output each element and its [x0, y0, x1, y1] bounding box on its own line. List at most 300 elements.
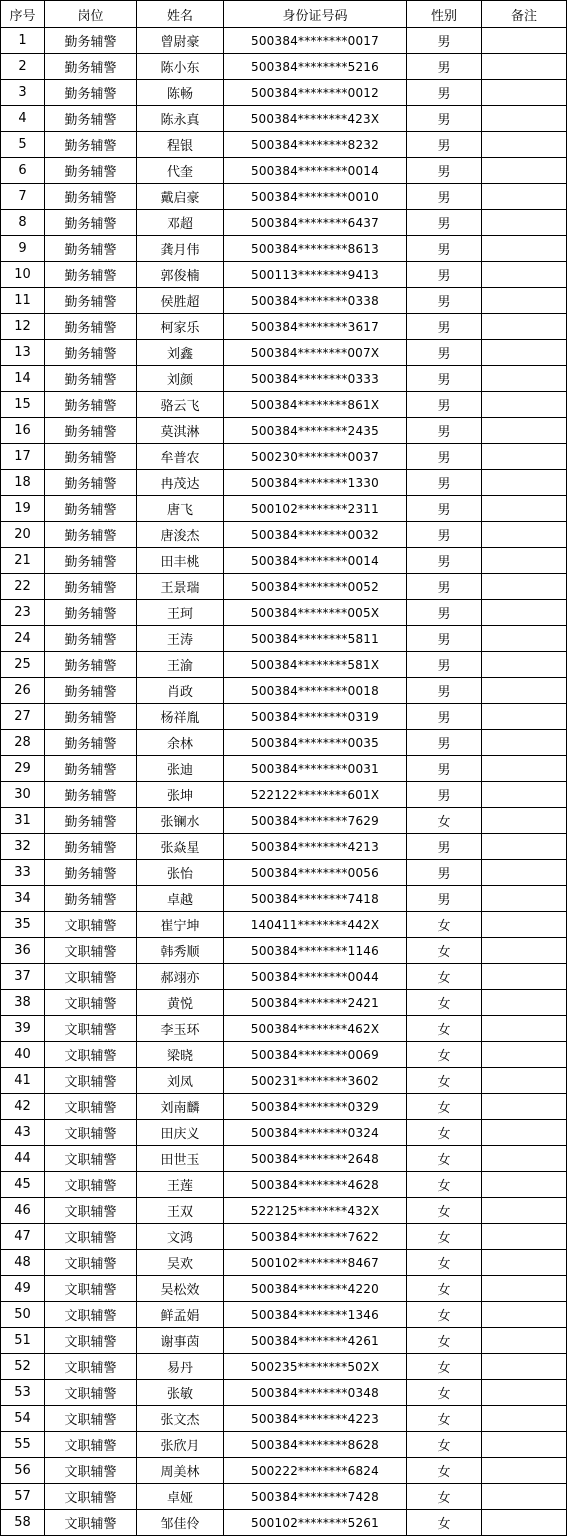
table-row	[1, 548, 567, 574]
row-gender: 女	[407, 990, 482, 1016]
row-post: 勤务辅警	[45, 678, 137, 704]
row-post: 文职辅警	[45, 1484, 137, 1510]
row-id-number: 500102********2311	[224, 496, 407, 522]
row-post: 文职辅警	[45, 1146, 137, 1172]
row-gender: 男	[407, 132, 482, 158]
row-gender: 男	[407, 54, 482, 80]
row-remarks	[482, 730, 567, 756]
row-index: 56	[1, 1458, 45, 1484]
row-remarks	[482, 314, 567, 340]
row-name: 曾尉豪	[137, 28, 224, 54]
table-row	[1, 184, 567, 210]
row-gender: 男	[407, 574, 482, 600]
row-post: 文职辅警	[45, 1042, 137, 1068]
row-name: 周美林	[137, 1458, 224, 1484]
row-id-number: 500113********9413	[224, 262, 407, 288]
header-name: 姓名	[137, 1, 224, 28]
row-remarks	[482, 1406, 567, 1432]
row-remarks	[482, 366, 567, 392]
row-post: 勤务辅警	[45, 158, 137, 184]
row-remarks	[482, 80, 567, 106]
row-name: 张敏	[137, 1380, 224, 1406]
row-post: 文职辅警	[45, 990, 137, 1016]
row-name: 杨祥胤	[137, 704, 224, 730]
row-index: 42	[1, 1094, 45, 1120]
table-row	[1, 132, 567, 158]
row-name: 易丹	[137, 1354, 224, 1380]
row-gender: 女	[407, 1484, 482, 1510]
row-post: 文职辅警	[45, 1068, 137, 1094]
header-post: 岗位	[45, 1, 137, 28]
row-index: 1	[1, 28, 45, 54]
row-index: 11	[1, 288, 45, 314]
row-name: 陈小东	[137, 54, 224, 80]
row-gender: 女	[407, 1406, 482, 1432]
row-name: 梁晓	[137, 1042, 224, 1068]
row-name: 邓超	[137, 210, 224, 236]
row-post: 勤务辅警	[45, 548, 137, 574]
row-post: 文职辅警	[45, 1250, 137, 1276]
row-gender: 男	[407, 860, 482, 886]
row-id-number: 500384********4223	[224, 1406, 407, 1432]
table-row	[1, 808, 567, 834]
row-post: 文职辅警	[45, 1328, 137, 1354]
table-row	[1, 704, 567, 730]
row-remarks	[482, 1250, 567, 1276]
row-index: 18	[1, 470, 45, 496]
row-index: 35	[1, 912, 45, 938]
row-gender: 女	[407, 964, 482, 990]
row-remarks	[482, 704, 567, 730]
table-row	[1, 1406, 567, 1432]
row-remarks	[482, 600, 567, 626]
row-gender: 男	[407, 444, 482, 470]
table-row	[1, 288, 567, 314]
row-id-number: 500384********7629	[224, 808, 407, 834]
row-index: 48	[1, 1250, 45, 1276]
row-post: 文职辅警	[45, 1302, 137, 1328]
table-row	[1, 1432, 567, 1458]
row-gender: 女	[407, 1042, 482, 1068]
row-id-number: 140411********442X	[224, 912, 407, 938]
row-post: 勤务辅警	[45, 314, 137, 340]
row-remarks	[482, 990, 567, 1016]
row-post: 勤务辅警	[45, 444, 137, 470]
row-remarks	[482, 288, 567, 314]
row-name: 刘凤	[137, 1068, 224, 1094]
row-id-number: 500384********1346	[224, 1302, 407, 1328]
row-post: 勤务辅警	[45, 600, 137, 626]
table-row	[1, 600, 567, 626]
row-id-number: 500384********0017	[224, 28, 407, 54]
row-index: 33	[1, 860, 45, 886]
row-remarks	[482, 522, 567, 548]
row-id-number: 500384********7428	[224, 1484, 407, 1510]
row-name: 龚月伟	[137, 236, 224, 262]
row-index: 30	[1, 782, 45, 808]
row-id-number: 500384********8232	[224, 132, 407, 158]
row-name: 刘颜	[137, 366, 224, 392]
row-remarks	[482, 886, 567, 912]
row-gender: 男	[407, 236, 482, 262]
table-row	[1, 1484, 567, 1510]
row-remarks	[482, 1120, 567, 1146]
row-name: 吴欢	[137, 1250, 224, 1276]
row-name: 柯家乐	[137, 314, 224, 340]
table-row	[1, 522, 567, 548]
row-id-number: 500384********8628	[224, 1432, 407, 1458]
row-gender: 男	[407, 652, 482, 678]
row-index: 25	[1, 652, 45, 678]
row-gender: 男	[407, 470, 482, 496]
row-name: 郭俊楠	[137, 262, 224, 288]
row-index: 9	[1, 236, 45, 262]
row-index: 46	[1, 1198, 45, 1224]
row-index: 22	[1, 574, 45, 600]
row-remarks	[482, 1146, 567, 1172]
row-remarks	[482, 652, 567, 678]
table-row	[1, 782, 567, 808]
row-name: 邹佳伶	[137, 1510, 224, 1536]
table-row	[1, 860, 567, 886]
row-name: 张镧水	[137, 808, 224, 834]
row-id-number: 500384********581X	[224, 652, 407, 678]
row-gender: 男	[407, 366, 482, 392]
row-id-number: 522122********601X	[224, 782, 407, 808]
row-id-number: 500384********861X	[224, 392, 407, 418]
row-id-number: 500384********4261	[224, 1328, 407, 1354]
row-gender: 女	[407, 1120, 482, 1146]
row-name: 张迪	[137, 756, 224, 782]
row-remarks	[482, 132, 567, 158]
row-gender: 男	[407, 340, 482, 366]
row-name: 张文杰	[137, 1406, 224, 1432]
table-row	[1, 1302, 567, 1328]
row-name: 王渝	[137, 652, 224, 678]
row-index: 2	[1, 54, 45, 80]
row-index: 4	[1, 106, 45, 132]
row-id-number: 500230********0037	[224, 444, 407, 470]
row-gender: 女	[407, 1432, 482, 1458]
row-name: 骆云飞	[137, 392, 224, 418]
row-remarks	[482, 418, 567, 444]
row-remarks	[482, 1484, 567, 1510]
row-post: 勤务辅警	[45, 236, 137, 262]
row-name: 田世玉	[137, 1146, 224, 1172]
row-remarks	[482, 184, 567, 210]
row-remarks	[482, 1380, 567, 1406]
row-id-number: 500384********3617	[224, 314, 407, 340]
row-post: 文职辅警	[45, 1458, 137, 1484]
row-id-number: 500384********4213	[224, 834, 407, 860]
row-index: 52	[1, 1354, 45, 1380]
row-remarks	[482, 834, 567, 860]
row-id-number: 500384********007X	[224, 340, 407, 366]
row-post: 文职辅警	[45, 1224, 137, 1250]
row-index: 21	[1, 548, 45, 574]
row-remarks	[482, 912, 567, 938]
row-index: 44	[1, 1146, 45, 1172]
row-post: 勤务辅警	[45, 418, 137, 444]
row-gender: 女	[407, 938, 482, 964]
row-id-number: 500384********423X	[224, 106, 407, 132]
row-post: 文职辅警	[45, 1276, 137, 1302]
row-index: 15	[1, 392, 45, 418]
row-post: 勤务辅警	[45, 262, 137, 288]
row-remarks	[482, 340, 567, 366]
row-post: 勤务辅警	[45, 340, 137, 366]
row-index: 27	[1, 704, 45, 730]
row-id-number: 500102********5261	[224, 1510, 407, 1536]
row-id-number: 500384********2435	[224, 418, 407, 444]
row-index: 5	[1, 132, 45, 158]
row-remarks	[482, 1328, 567, 1354]
table-row	[1, 1276, 567, 1302]
table-row	[1, 54, 567, 80]
row-remarks	[482, 1172, 567, 1198]
row-remarks	[482, 808, 567, 834]
row-remarks	[482, 470, 567, 496]
row-name: 张怡	[137, 860, 224, 886]
table-row	[1, 1094, 567, 1120]
row-post: 勤务辅警	[45, 574, 137, 600]
row-index: 10	[1, 262, 45, 288]
row-name: 陈畅	[137, 80, 224, 106]
row-gender: 女	[407, 1276, 482, 1302]
row-gender: 男	[407, 522, 482, 548]
row-name: 陈永真	[137, 106, 224, 132]
row-name: 郝翊亦	[137, 964, 224, 990]
row-gender: 男	[407, 288, 482, 314]
row-post: 文职辅警	[45, 1016, 137, 1042]
table-row	[1, 28, 567, 54]
table-row	[1, 652, 567, 678]
row-index: 7	[1, 184, 45, 210]
row-gender: 女	[407, 1146, 482, 1172]
row-gender: 男	[407, 704, 482, 730]
row-gender: 女	[407, 808, 482, 834]
row-index: 58	[1, 1510, 45, 1536]
row-gender: 男	[407, 418, 482, 444]
table-row	[1, 1224, 567, 1250]
header-row	[1, 1, 567, 28]
table-row	[1, 210, 567, 236]
table-row	[1, 106, 567, 132]
row-id-number: 500235********502X	[224, 1354, 407, 1380]
row-name: 代奎	[137, 158, 224, 184]
row-post: 文职辅警	[45, 1094, 137, 1120]
table-row	[1, 990, 567, 1016]
row-post: 勤务辅警	[45, 652, 137, 678]
row-post: 文职辅警	[45, 964, 137, 990]
row-remarks	[482, 782, 567, 808]
row-index: 31	[1, 808, 45, 834]
header-remarks: 备注	[482, 1, 567, 28]
table-row	[1, 340, 567, 366]
table-row	[1, 366, 567, 392]
row-index: 45	[1, 1172, 45, 1198]
row-index: 39	[1, 1016, 45, 1042]
row-post: 勤务辅警	[45, 782, 137, 808]
row-post: 勤务辅警	[45, 392, 137, 418]
row-post: 文职辅警	[45, 1380, 137, 1406]
row-gender: 女	[407, 1380, 482, 1406]
row-index: 29	[1, 756, 45, 782]
table-row	[1, 80, 567, 106]
row-id-number: 500384********0010	[224, 184, 407, 210]
row-remarks	[482, 756, 567, 782]
table-row	[1, 1198, 567, 1224]
row-remarks	[482, 1432, 567, 1458]
row-id-number: 500384********8613	[224, 236, 407, 262]
row-gender: 女	[407, 1250, 482, 1276]
row-post: 勤务辅警	[45, 730, 137, 756]
table-row	[1, 470, 567, 496]
row-id-number: 500384********462X	[224, 1016, 407, 1042]
table-row	[1, 1354, 567, 1380]
row-gender: 男	[407, 600, 482, 626]
row-name: 黄悦	[137, 990, 224, 1016]
row-gender: 女	[407, 1016, 482, 1042]
row-post: 勤务辅警	[45, 366, 137, 392]
row-id-number: 500384********0333	[224, 366, 407, 392]
row-remarks	[482, 574, 567, 600]
row-post: 勤务辅警	[45, 756, 137, 782]
row-index: 40	[1, 1042, 45, 1068]
row-name: 王莲	[137, 1172, 224, 1198]
row-post: 勤务辅警	[45, 132, 137, 158]
row-post: 文职辅警	[45, 1198, 137, 1224]
row-index: 53	[1, 1380, 45, 1406]
row-remarks	[482, 210, 567, 236]
row-post: 文职辅警	[45, 912, 137, 938]
row-name: 刘南麟	[137, 1094, 224, 1120]
row-gender: 男	[407, 834, 482, 860]
row-id-number: 500384********7418	[224, 886, 407, 912]
row-name: 李玉环	[137, 1016, 224, 1042]
row-post: 勤务辅警	[45, 106, 137, 132]
row-index: 24	[1, 626, 45, 652]
row-remarks	[482, 106, 567, 132]
row-index: 57	[1, 1484, 45, 1510]
row-post: 勤务辅警	[45, 704, 137, 730]
row-post: 勤务辅警	[45, 288, 137, 314]
row-gender: 男	[407, 80, 482, 106]
table-row	[1, 912, 567, 938]
row-post: 文职辅警	[45, 1354, 137, 1380]
row-id-number: 500384********5811	[224, 626, 407, 652]
row-id-number: 500384********0338	[224, 288, 407, 314]
row-index: 32	[1, 834, 45, 860]
row-gender: 男	[407, 496, 482, 522]
row-remarks	[482, 1094, 567, 1120]
table-row	[1, 834, 567, 860]
row-id-number: 500384********0324	[224, 1120, 407, 1146]
row-post: 文职辅警	[45, 1510, 137, 1536]
row-post: 勤务辅警	[45, 496, 137, 522]
row-id-number: 500384********005X	[224, 600, 407, 626]
row-name: 唐飞	[137, 496, 224, 522]
row-id-number: 500384********0014	[224, 548, 407, 574]
row-post: 文职辅警	[45, 1406, 137, 1432]
table-row	[1, 1042, 567, 1068]
row-post: 勤务辅警	[45, 522, 137, 548]
row-name: 田丰桃	[137, 548, 224, 574]
row-post: 勤务辅警	[45, 54, 137, 80]
table-row	[1, 1146, 567, 1172]
row-gender: 男	[407, 158, 482, 184]
row-gender: 女	[407, 1068, 482, 1094]
row-id-number: 500384********6437	[224, 210, 407, 236]
row-gender: 女	[407, 1094, 482, 1120]
row-name: 侯胜超	[137, 288, 224, 314]
row-id-number: 500231********3602	[224, 1068, 407, 1094]
row-index: 19	[1, 496, 45, 522]
table-row	[1, 886, 567, 912]
row-post: 文职辅警	[45, 938, 137, 964]
table-row	[1, 1068, 567, 1094]
row-remarks	[482, 1016, 567, 1042]
row-id-number: 500384********2421	[224, 990, 407, 1016]
row-gender: 男	[407, 210, 482, 236]
table-row	[1, 1016, 567, 1042]
row-gender: 男	[407, 756, 482, 782]
row-post: 文职辅警	[45, 1172, 137, 1198]
row-index: 12	[1, 314, 45, 340]
row-gender: 男	[407, 548, 482, 574]
row-gender: 女	[407, 912, 482, 938]
row-post: 勤务辅警	[45, 28, 137, 54]
row-id-number: 522125********432X	[224, 1198, 407, 1224]
row-post: 勤务辅警	[45, 886, 137, 912]
table-row	[1, 444, 567, 470]
table-row	[1, 756, 567, 782]
row-gender: 男	[407, 392, 482, 418]
row-index: 13	[1, 340, 45, 366]
row-remarks	[482, 1458, 567, 1484]
table-row	[1, 314, 567, 340]
row-name: 谢事茵	[137, 1328, 224, 1354]
table-row	[1, 964, 567, 990]
header-gender: 性别	[407, 1, 482, 28]
row-name: 王景瑞	[137, 574, 224, 600]
table-row	[1, 1510, 567, 1536]
row-gender: 男	[407, 28, 482, 54]
row-name: 吴松效	[137, 1276, 224, 1302]
row-index: 28	[1, 730, 45, 756]
row-id-number: 500384********1146	[224, 938, 407, 964]
row-name: 莫淇淋	[137, 418, 224, 444]
row-remarks	[482, 1198, 567, 1224]
row-remarks	[482, 548, 567, 574]
row-index: 37	[1, 964, 45, 990]
row-id-number: 500384********0032	[224, 522, 407, 548]
row-name: 王涛	[137, 626, 224, 652]
row-gender: 女	[407, 1510, 482, 1536]
row-id-number: 500384********0329	[224, 1094, 407, 1120]
row-name: 牟普农	[137, 444, 224, 470]
row-id-number: 500222********6824	[224, 1458, 407, 1484]
table-row	[1, 418, 567, 444]
row-post: 勤务辅警	[45, 626, 137, 652]
row-id-number: 500384********5216	[224, 54, 407, 80]
row-gender: 女	[407, 1328, 482, 1354]
row-post: 文职辅警	[45, 1432, 137, 1458]
table-row	[1, 1250, 567, 1276]
row-remarks	[482, 392, 567, 418]
row-gender: 男	[407, 106, 482, 132]
row-name: 王珂	[137, 600, 224, 626]
